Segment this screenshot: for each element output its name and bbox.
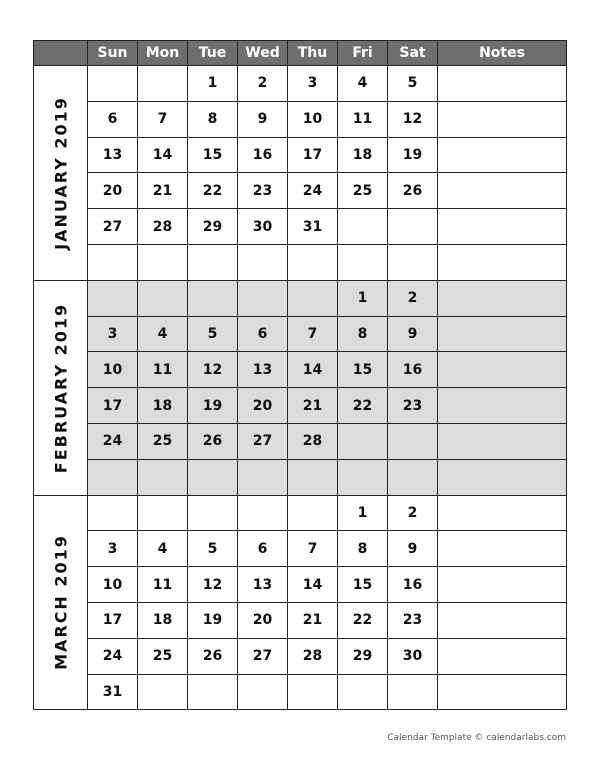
day-cell: 25	[138, 423, 188, 459]
day-cell: 7	[138, 101, 188, 137]
day-cell: 26	[188, 423, 238, 459]
day-cell	[238, 674, 288, 710]
day-cell: 2	[388, 495, 438, 531]
day-cell: 6	[238, 316, 288, 352]
day-cell: 3	[88, 531, 138, 567]
notes-cell[interactable]	[438, 495, 567, 531]
day-cell	[288, 280, 338, 316]
day-cell	[188, 244, 238, 280]
day-cell: 4	[138, 316, 188, 352]
week-row	[34, 316, 567, 352]
day-cell	[138, 280, 188, 316]
day-cell	[188, 495, 238, 531]
day-cell: 17	[88, 602, 138, 638]
day-cell	[88, 459, 138, 495]
day-cell: 6	[238, 531, 288, 567]
week-row	[34, 137, 567, 173]
notes-cell[interactable]	[438, 137, 567, 173]
day-cell: 28	[288, 423, 338, 459]
day-cell	[88, 495, 138, 531]
day-cell: 26	[188, 638, 238, 674]
week-row	[34, 459, 567, 495]
day-cell: 25	[138, 638, 188, 674]
day-cell: 3	[288, 66, 338, 102]
week-row	[34, 173, 567, 209]
day-cell	[288, 674, 338, 710]
day-cell: 13	[238, 352, 288, 388]
day-cell: 13	[238, 567, 288, 603]
header-notes: Notes	[438, 41, 567, 66]
day-cell: 22	[188, 173, 238, 209]
day-cell	[338, 674, 388, 710]
week-row	[34, 101, 567, 137]
day-cell: 24	[88, 423, 138, 459]
day-cell: 14	[138, 137, 188, 173]
day-cell: 24	[88, 638, 138, 674]
day-cell: 15	[338, 352, 388, 388]
day-cell: 1	[338, 280, 388, 316]
day-cell: 23	[388, 602, 438, 638]
notes-cell[interactable]	[438, 101, 567, 137]
day-cell: 22	[338, 388, 388, 424]
day-cell	[138, 495, 188, 531]
quarterly-calendar	[33, 40, 567, 710]
week-row	[34, 602, 567, 638]
notes-cell[interactable]	[438, 173, 567, 209]
day-cell: 8	[188, 101, 238, 137]
day-cell: 11	[138, 567, 188, 603]
day-cell: 5	[388, 66, 438, 102]
header-thu: Thu	[288, 41, 338, 66]
month-label-cell	[34, 66, 88, 281]
day-cell	[388, 459, 438, 495]
day-cell	[288, 459, 338, 495]
notes-cell[interactable]	[438, 602, 567, 638]
day-cell: 26	[388, 173, 438, 209]
day-cell: 22	[338, 602, 388, 638]
header-wed: Wed	[238, 41, 288, 66]
day-cell	[338, 459, 388, 495]
week-row	[34, 388, 567, 424]
day-cell	[388, 209, 438, 245]
day-cell	[288, 495, 338, 531]
week-row	[34, 567, 567, 603]
day-cell: 16	[388, 567, 438, 603]
day-cell	[238, 280, 288, 316]
week-row	[34, 352, 567, 388]
week-row	[34, 209, 567, 245]
notes-cell[interactable]	[438, 66, 567, 102]
day-cell: 1	[188, 66, 238, 102]
week-row	[34, 638, 567, 674]
day-cell: 12	[188, 352, 238, 388]
day-cell: 17	[288, 137, 338, 173]
day-cell: 23	[238, 173, 288, 209]
day-cell: 8	[338, 316, 388, 352]
month-name: JANUARY 2019	[51, 96, 70, 250]
notes-cell[interactable]	[438, 531, 567, 567]
day-cell	[288, 244, 338, 280]
day-cell: 19	[188, 388, 238, 424]
weekday-header-row	[34, 41, 567, 66]
day-cell: 15	[188, 137, 238, 173]
day-cell: 8	[338, 531, 388, 567]
day-cell: 24	[288, 173, 338, 209]
day-cell: 5	[188, 531, 238, 567]
week-row	[34, 244, 567, 280]
month-label-cell	[34, 280, 88, 495]
day-cell: 21	[288, 602, 338, 638]
day-cell: 15	[338, 567, 388, 603]
week-row	[34, 531, 567, 567]
day-cell	[188, 280, 238, 316]
day-cell	[88, 66, 138, 102]
footer-credit: Calendar Template © calendarlabs.com	[387, 733, 566, 743]
month-name: FEBRUARY 2019	[51, 302, 70, 473]
day-cell: 18	[138, 388, 188, 424]
header-fri: Fri	[338, 41, 388, 66]
day-cell: 10	[88, 352, 138, 388]
day-cell: 28	[138, 209, 188, 245]
day-cell: 3	[88, 316, 138, 352]
week-row	[34, 66, 567, 102]
week-row	[34, 674, 567, 710]
day-cell: 28	[288, 638, 338, 674]
week-row	[34, 423, 567, 459]
notes-cell[interactable]	[438, 352, 567, 388]
header-sat: Sat	[388, 41, 438, 66]
day-cell: 25	[338, 173, 388, 209]
header-corner	[34, 41, 88, 66]
day-cell: 6	[88, 101, 138, 137]
day-cell: 27	[238, 423, 288, 459]
day-cell	[238, 244, 288, 280]
day-cell	[138, 244, 188, 280]
day-cell: 16	[238, 137, 288, 173]
day-cell: 21	[288, 388, 338, 424]
day-cell: 9	[388, 316, 438, 352]
day-cell	[388, 674, 438, 710]
day-cell: 30	[238, 209, 288, 245]
day-cell: 20	[238, 602, 288, 638]
day-cell: 31	[288, 209, 338, 245]
day-cell: 12	[188, 567, 238, 603]
day-cell: 9	[238, 101, 288, 137]
day-cell	[238, 459, 288, 495]
day-cell: 10	[88, 567, 138, 603]
day-cell: 17	[88, 388, 138, 424]
header-sun: Sun	[88, 41, 138, 66]
week-row	[34, 280, 567, 316]
day-cell: 18	[338, 137, 388, 173]
day-cell	[338, 209, 388, 245]
day-cell	[338, 423, 388, 459]
day-cell: 4	[338, 66, 388, 102]
day-cell: 29	[188, 209, 238, 245]
day-cell: 11	[338, 101, 388, 137]
header-mon: Mon	[138, 41, 188, 66]
day-cell	[138, 674, 188, 710]
day-cell: 21	[138, 173, 188, 209]
notes-cell[interactable]	[438, 459, 567, 495]
day-cell	[138, 459, 188, 495]
notes-cell[interactable]	[438, 423, 567, 459]
day-cell	[88, 280, 138, 316]
day-cell: 7	[288, 531, 338, 567]
day-cell	[388, 423, 438, 459]
day-cell: 14	[288, 352, 338, 388]
day-cell: 16	[388, 352, 438, 388]
day-cell: 29	[338, 638, 388, 674]
day-cell: 31	[88, 674, 138, 710]
day-cell: 27	[88, 209, 138, 245]
notes-cell[interactable]	[438, 674, 567, 710]
day-cell: 1	[338, 495, 388, 531]
month-label-cell	[34, 495, 88, 710]
day-cell: 14	[288, 567, 338, 603]
day-cell: 19	[188, 602, 238, 638]
day-cell	[88, 244, 138, 280]
notes-cell[interactable]	[438, 567, 567, 603]
notes-cell[interactable]	[438, 209, 567, 245]
day-cell: 27	[238, 638, 288, 674]
day-cell: 7	[288, 316, 338, 352]
header-tue: Tue	[188, 41, 238, 66]
day-cell: 12	[388, 101, 438, 137]
day-cell: 11	[138, 352, 188, 388]
day-cell: 10	[288, 101, 338, 137]
day-cell: 23	[388, 388, 438, 424]
month-name: MARCH 2019	[51, 534, 70, 671]
notes-cell[interactable]	[438, 638, 567, 674]
notes-cell[interactable]	[438, 388, 567, 424]
notes-cell[interactable]	[438, 280, 567, 316]
day-cell: 30	[388, 638, 438, 674]
day-cell: 2	[388, 280, 438, 316]
notes-cell[interactable]	[438, 244, 567, 280]
day-cell: 4	[138, 531, 188, 567]
day-cell: 2	[238, 66, 288, 102]
day-cell: 20	[88, 173, 138, 209]
day-cell	[138, 66, 188, 102]
day-cell: 19	[388, 137, 438, 173]
day-cell: 9	[388, 531, 438, 567]
day-cell	[238, 495, 288, 531]
day-cell: 5	[188, 316, 238, 352]
day-cell: 20	[238, 388, 288, 424]
day-cell: 13	[88, 137, 138, 173]
day-cell: 18	[138, 602, 188, 638]
day-cell	[388, 244, 438, 280]
week-row	[34, 495, 567, 531]
day-cell	[188, 674, 238, 710]
day-cell	[188, 459, 238, 495]
day-cell	[338, 244, 388, 280]
notes-cell[interactable]	[438, 316, 567, 352]
